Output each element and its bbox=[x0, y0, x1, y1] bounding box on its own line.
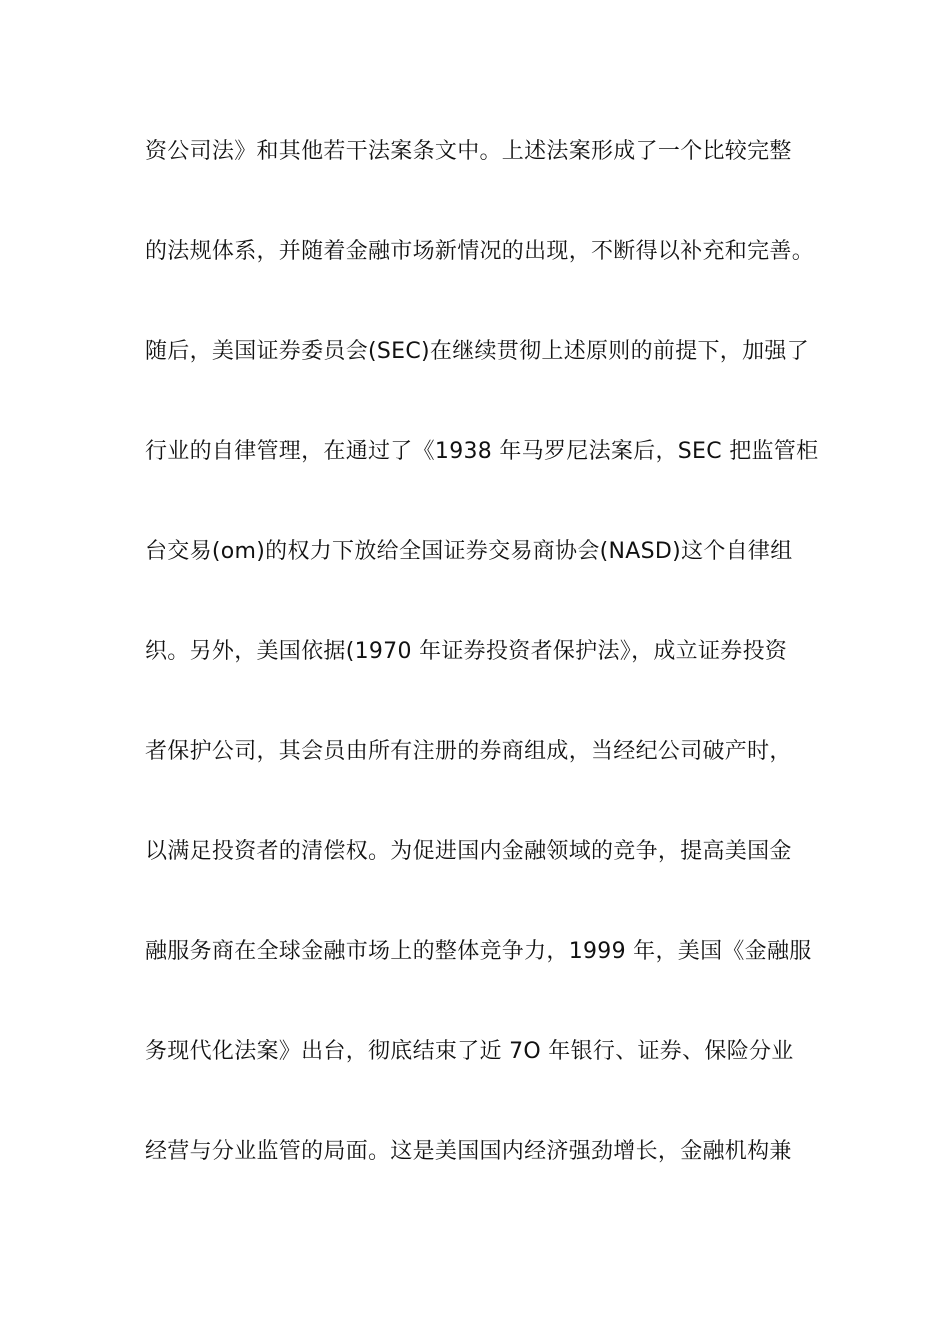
body-text bbox=[145, 132, 835, 1232]
text-line-2: 的法规体系，并随着金融市场新情况的出现，不断得以补充和完善。 bbox=[145, 239, 815, 264]
text-line-10: 务现代化法案》出台，彻底结束了近 7O 年银行、证券、保险分业 bbox=[145, 1039, 794, 1064]
text-line-1: 资公司法》和其他若干法案条文中。上述法案形成了一个比较完整 bbox=[145, 139, 792, 164]
text-line-8: 以满足投资者的清偿权。为促进国内金融领域的竞争，提高美国金 bbox=[145, 839, 792, 864]
text-line-6: 织。另外，美国依据(1970 年证券投资者保护法》，成立证券投资 bbox=[145, 639, 788, 664]
text-line-5: 台交易(om)的权力下放给全国证券交易商协会(NASD)这个自律组 bbox=[145, 539, 793, 564]
text-line-3: 随后，美国证券委员会(SEC)在继续贯彻上述原则的前提下，加强了 bbox=[145, 339, 809, 364]
text-line-9: 融服务商在全球金融市场上的整体竞争力，1999 年，美国《金融服 bbox=[145, 939, 812, 964]
text-line-4: 行业的自律管理，在通过了《1938 年马罗尼法案后，SEC 把监管柜 bbox=[145, 439, 819, 464]
text-line-7: 者保护公司，其会员由所有注册的券商组成，当经纪公司破产时， bbox=[145, 739, 792, 764]
text-line-11: 经营与分业监管的局面。这是美国国内经济强劲增长，金融机构兼 bbox=[145, 1139, 792, 1164]
